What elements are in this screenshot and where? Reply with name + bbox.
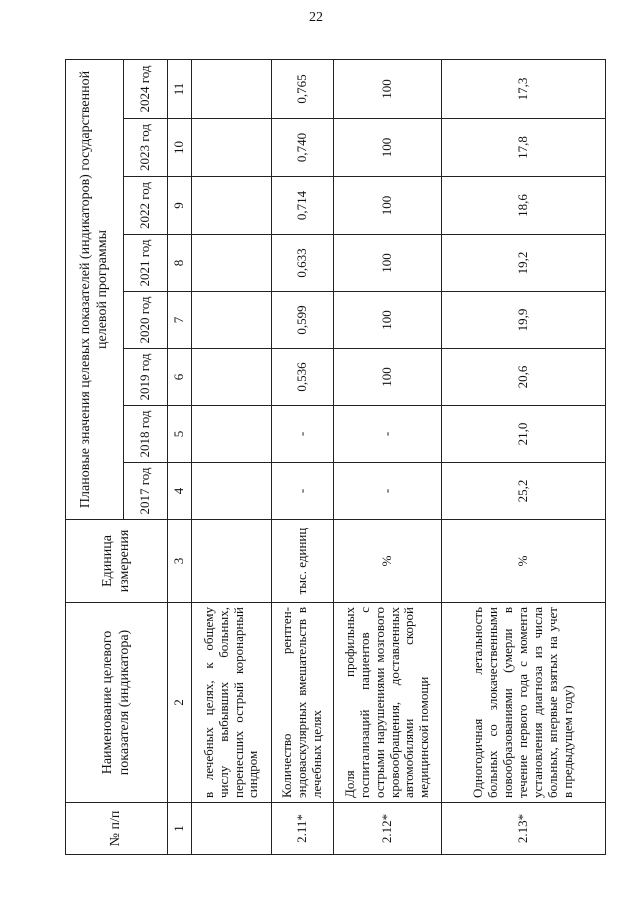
value-cell: 0,633: [272, 235, 334, 292]
column-number: 9: [168, 177, 192, 235]
column-number: 8: [168, 235, 192, 292]
value-cell: 19,2: [442, 235, 606, 292]
indicator-name: Одногодичная летальность больных со злокачественными новообразованиями (умерли в течение первого года с момента установления диагноза из числа больных, впервые взятых на учет в предыдущем году): [442, 603, 606, 803]
header-year: 2018 год: [124, 406, 168, 463]
header-indicator-name: Наименование целевого показателя (индикатора): [66, 603, 168, 803]
value-cell: [192, 349, 272, 406]
unit-cell: тыс. единиц: [272, 520, 334, 603]
value-cell: [192, 235, 272, 292]
value-cell: 21,0: [442, 406, 606, 463]
header-year: 2020 год: [124, 292, 168, 349]
value-cell: -: [334, 406, 442, 463]
value-cell: 100: [334, 235, 442, 292]
value-cell: [192, 463, 272, 520]
value-cell: 0,714: [272, 177, 334, 235]
column-number: 2: [168, 603, 192, 803]
value-cell: 17,8: [442, 119, 606, 177]
value-cell: [192, 59, 272, 118]
header-year: 2024 год: [124, 59, 168, 118]
header-unit: Единица измерения: [66, 520, 168, 603]
column-number: 3: [168, 520, 192, 603]
value-cell: 19,9: [442, 292, 606, 349]
table-row: [442, 59, 606, 854]
value-cell: [192, 292, 272, 349]
column-number: 11: [168, 59, 192, 118]
header-year: 2022 год: [124, 177, 168, 235]
value-cell: 100: [334, 349, 442, 406]
header-number: № п/п: [66, 803, 168, 855]
column-number: 10: [168, 119, 192, 177]
value-cell: 100: [334, 59, 442, 118]
value-cell: 100: [334, 177, 442, 235]
row-number: 2.11*: [272, 803, 334, 855]
table-row: [192, 59, 272, 854]
value-cell: 100: [334, 119, 442, 177]
value-cell: [192, 406, 272, 463]
table-row: [272, 59, 334, 854]
column-number: 4: [168, 463, 192, 520]
value-cell: [192, 119, 272, 177]
value-cell: [192, 177, 272, 235]
value-cell: 0,599: [272, 292, 334, 349]
table-row: [334, 59, 442, 854]
column-number: 5: [168, 406, 192, 463]
indicator-name: Доля профильных госпитализаций пациентов с острыми нарушениями мозгового кровообращения, доставленных автомобилями скорой медицинской помощи: [334, 603, 442, 803]
value-cell: 0,765: [272, 59, 334, 118]
value-cell: -: [272, 406, 334, 463]
indicator-name: в лечебных целях, к общему числу выбывших больных, перенесших острый коронарный синдром: [192, 603, 272, 803]
row-number: [192, 803, 272, 855]
column-number: 1: [168, 803, 192, 855]
value-cell: 18,6: [442, 177, 606, 235]
row-number: 2.13*: [442, 803, 606, 855]
page-number: 22: [309, 10, 323, 25]
header-year: 2019 год: [124, 349, 168, 406]
unit-cell: [192, 520, 272, 603]
indicators-table: [65, 59, 606, 855]
value-cell: 25,2: [442, 463, 606, 520]
value-cell: 0,536: [272, 349, 334, 406]
value-cell: 17,3: [442, 59, 606, 118]
column-number: 7: [168, 292, 192, 349]
value-cell: 0,740: [272, 119, 334, 177]
column-number: 6: [168, 349, 192, 406]
header-year: 2017 год: [124, 463, 168, 520]
row-number: 2.12*: [334, 803, 442, 855]
unit-cell: %: [334, 520, 442, 603]
unit-cell: %: [442, 520, 606, 603]
value-cell: -: [334, 463, 442, 520]
rotated-table-container: [65, 60, 605, 855]
value-cell: 100: [334, 292, 442, 349]
value-cell: -: [272, 463, 334, 520]
header-year: 2023 год: [124, 119, 168, 177]
value-cell: 20,6: [442, 349, 606, 406]
indicator-name: Количество рентген-эндоваскулярных вмешательств в лечебных целях: [272, 603, 334, 803]
header-plan-values: Плановые значения целевых показателей (индикаторов) государственной целевой программы: [66, 59, 124, 519]
header-year: 2021 год: [124, 235, 168, 292]
